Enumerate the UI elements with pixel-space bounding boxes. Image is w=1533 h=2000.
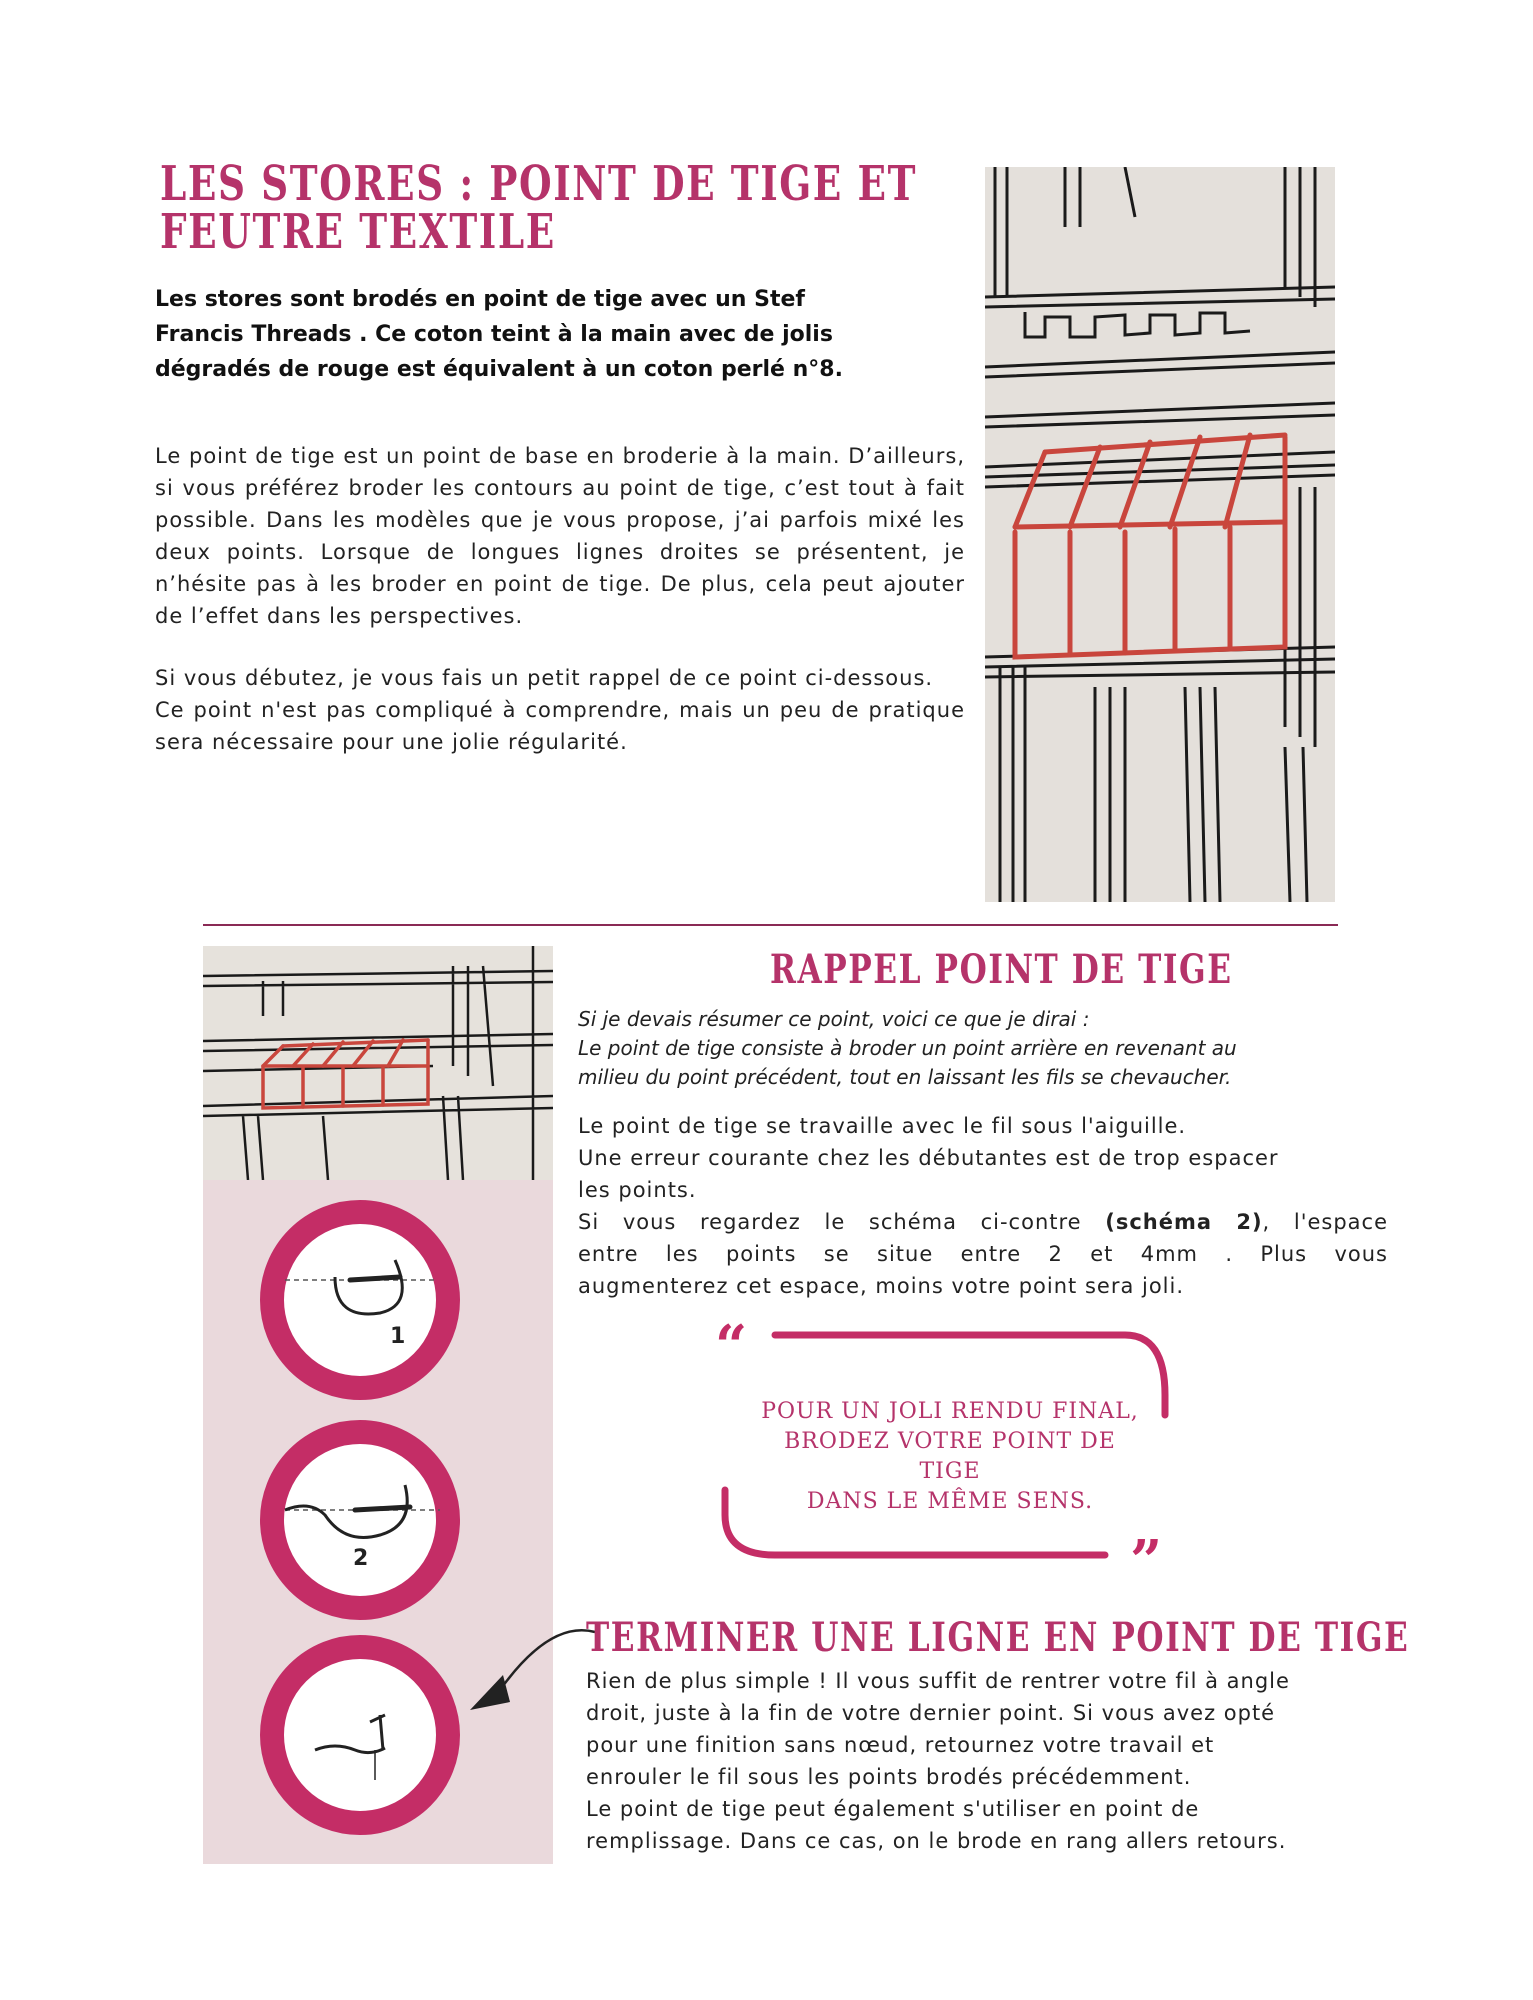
paragraph-point-de-tige: Le point de tige est un point de base en broderie à la main. D’ailleurs, si vous préférez broder les contours au point de tige, c’est tout à fait possible. Dans les modèles que je vous propose, j’ai parfois mixé les deux points. Lorsque de longues lignes droites se présentent, je n’hésite pas à les broder en point de tige. De plus, cela peut ajouter de l’effet dans les perspectives.	[155, 444, 965, 628]
page-title-line2: FEUTRE TEXTILE	[160, 204, 556, 260]
page-title	[160, 156, 918, 260]
rappel-body-line4a: Si vous regardez le schéma ci-contre	[578, 1210, 1106, 1234]
quote-line2: BRODEZ VOTRE POINT DE TIGE	[784, 1429, 1116, 1484]
rappel-summary-line1: Si je devais résumer ce point, voici ce que je dirai :	[578, 1007, 1090, 1031]
intro-text	[155, 282, 865, 387]
arrow-pointer-icon	[455, 1620, 605, 1730]
quote-text	[760, 1397, 1140, 1517]
rappel-body-line5: entre les points se situe entre 2 et 4mm . Plus vous	[578, 1242, 1388, 1266]
stem-stitch-diagram-step3	[255, 1630, 465, 1840]
finish-body	[586, 1665, 1356, 1857]
finish-line6: remplissage. Dans ce cas, on le brode en rang allers retours.	[586, 1829, 1287, 1853]
finish-line5: Le point de tige peut également s'utiliser en point de	[586, 1797, 1200, 1821]
intro-line1: Les stores sont brodés en point de tige avec un Stef	[155, 287, 805, 312]
stem-stitch-diagram-step1	[255, 1195, 465, 1405]
rappel-summary	[578, 1005, 1358, 1092]
rappel-summary-line3: milieu du point précédent, tout en laissant les fils se chevaucher.	[578, 1065, 1232, 1089]
finish-line1: Rien de plus simple ! Il vous suffit de rentrer votre fil à angle	[586, 1669, 1290, 1693]
quote-line3: DANS LE MÊME SENS.	[806, 1489, 1094, 1514]
finish-title: TERMINER UNE LIGNE EN POINT DE TIGE	[586, 1614, 1410, 1661]
intro-line2: Francis Threads . Ce coton teint à la main avec de jolis	[155, 322, 833, 347]
paragraph-debutez	[155, 662, 965, 758]
quote-line1: POUR UN JOLI RENDU FINAL,	[761, 1399, 1139, 1424]
intro-line3: dégradés de rouge est équivalent à un coton perlé n°8.	[155, 357, 843, 382]
rappel-body-line6: augmenterez cet espace, moins votre point sera joli.	[578, 1274, 1185, 1298]
rappel-title: RAPPEL POINT DE TIGE	[770, 946, 1233, 993]
rappel-body-line4c: , l'espace	[1262, 1210, 1389, 1234]
rappel-body-line2: Une erreur courante chez les débutantes est de trop espacer	[578, 1146, 1279, 1170]
rappel-body	[578, 1110, 1388, 1302]
finish-line3: pour une finition sans nœud, retournez votre travail et	[586, 1733, 1215, 1757]
step1-label: 1	[390, 1324, 406, 1349]
open-quote-icon: “	[715, 1320, 748, 1379]
step2-label: 2	[353, 1546, 369, 1571]
schema-reference: (schéma 2)	[1105, 1210, 1263, 1234]
embroidery-photo-small	[203, 946, 553, 1180]
embroidery-photo-awning	[985, 167, 1335, 902]
section-divider	[203, 924, 1338, 926]
paragraph-debutez-line2: Ce point n'est pas compliqué à comprendre, mais un peu de pratique sera nécessaire pour une jolie régularité.	[155, 698, 965, 754]
rappel-body-line3: les points.	[578, 1178, 697, 1202]
stem-stitch-diagram-step2	[255, 1415, 465, 1625]
rappel-summary-line2: Le point de tige consiste à broder un point arrière en revenant au	[578, 1036, 1237, 1060]
rappel-body-line4	[578, 1206, 1388, 1238]
paragraph-debutez-line1: Si vous débutez, je vous fais un petit rappel de ce point ci-dessous.	[155, 666, 934, 690]
page-title-line1: LES STORES : POINT DE TIGE ET	[160, 156, 918, 212]
finish-line2: droit, juste à la fin de votre dernier point. Si vous avez opté	[586, 1701, 1276, 1725]
rappel-body-line1: Le point de tige se travaille avec le fil sous l'aiguille.	[578, 1114, 1187, 1138]
close-quote-icon: ”	[1130, 1528, 1163, 1580]
finish-line4: enrouler le fil sous les points brodés précédemment.	[586, 1765, 1192, 1789]
